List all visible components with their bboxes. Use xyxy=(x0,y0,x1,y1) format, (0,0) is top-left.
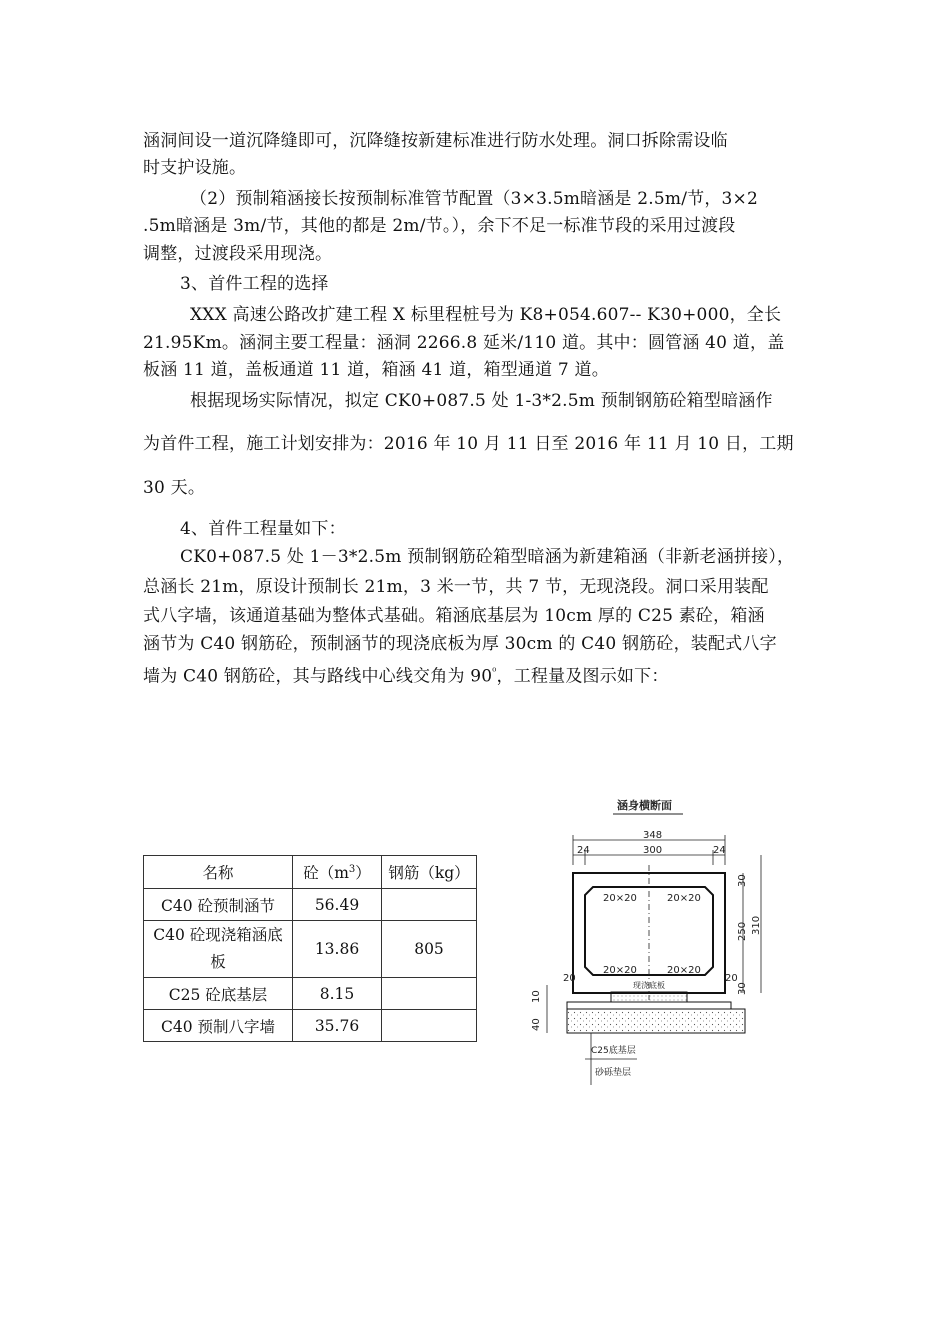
cell-name: C25 砼底基层 xyxy=(144,978,293,1010)
chamfer-label-bl: 20×20 xyxy=(603,965,637,976)
table-row xyxy=(144,921,477,978)
dim-20-right-label: 20 xyxy=(725,973,738,984)
dim-top-label: 30 xyxy=(737,874,748,887)
paragraph-line: 涵节为 C40 钢筋砼，预制涵节的现浇底板为厚 30cm 的 C40 钢筋砼，装配式八字 xyxy=(143,634,777,654)
header-concrete-text: 砼（m xyxy=(303,864,349,882)
degree-superscript: ⁰ xyxy=(492,667,497,678)
c25-base-layer xyxy=(567,1009,745,1033)
cell-rebar xyxy=(382,889,477,921)
dim-40-label: 40 xyxy=(531,1018,542,1031)
paragraph-line: 时支护设施。 xyxy=(143,158,247,178)
dim-inner-label: 300 xyxy=(643,845,663,856)
chamfer-label-br: 20×20 xyxy=(667,965,701,976)
table-row xyxy=(144,1010,477,1042)
cell-name: C40 砼预制涵节 xyxy=(144,889,293,921)
dim-bottom-label: 30 xyxy=(737,982,748,995)
header-concrete xyxy=(293,856,382,889)
header-name: 名称 xyxy=(144,856,293,889)
chamfer-label-tr: 20×20 xyxy=(667,893,701,904)
paragraph-line: （2）预制箱涵接长按预制标准管节配置（3×3.5m暗涵是 2.5m/节，3×2 xyxy=(190,189,758,209)
section-heading: 4、首件工程量如下： xyxy=(180,519,346,539)
cast-in-place-floor xyxy=(611,992,687,1002)
paragraph-line: 根据现场实际情况，拟定 CK0+087.5 处 1-3*2.5m 预制钢筋砼箱型暗涵作 xyxy=(190,391,773,411)
paragraph-line: 21.95Km。涵洞主要工程量：涵洞 2266.8 延米/110 道。其中：圆管涵 40 道，盖 xyxy=(143,333,785,353)
sand-layer-label: 砂砾垫层 xyxy=(595,1068,632,1078)
cell-name xyxy=(144,921,293,978)
cell-name-text: C40 砼现浇箱涵底板 xyxy=(153,926,283,971)
table-row xyxy=(144,889,477,921)
paragraph-line: 式八字墙，该通道基础为整体式基础。箱涵底基层为 10cm 厚的 C25 素砼，箱涵 xyxy=(143,606,765,626)
cell-rebar xyxy=(382,1010,477,1042)
cell-rebar xyxy=(382,978,477,1010)
paragraph-line: 30 天。 xyxy=(143,478,206,498)
paragraph-text: ，工程量及图示如下： xyxy=(496,666,669,687)
table-row xyxy=(144,978,477,1010)
dim-side-left-label: 24 xyxy=(577,845,590,856)
dim-side-right-label: 24 xyxy=(713,845,726,856)
dim-10-label: 10 xyxy=(531,990,542,1003)
header-rebar: 钢筋（kg） xyxy=(382,856,477,889)
paragraph-text: 墙为 C40 钢筋砼，其与路线中心线交角为 90 xyxy=(143,666,493,687)
cell-rebar: 805 xyxy=(382,921,477,978)
cell-concrete: 13.86 xyxy=(293,921,382,978)
chamfer-label-tl: 20×20 xyxy=(603,893,637,904)
paragraph-line: 总涵长 21m，原设计预制长 21m，3 米一节，共 7 节，无现浇段。洞口采用装配 xyxy=(143,577,769,597)
paragraph-line: 为首件工程，施工计划安排为：2016 年 10 月 11 日至 2016 年 11 月 10 日，工期 xyxy=(143,434,794,454)
paragraph-line: 板涵 11 道，盖板通道 11 道，箱涵 41 道，箱型通道 7 道。 xyxy=(143,360,609,380)
paragraph-line: XXX 高速公路改扩建工程 X 标里程桩号为 K8+054.607-- K30+000，全长 xyxy=(190,305,782,325)
dim-height-inner-label: 250 xyxy=(737,921,748,941)
floor-label: 现浇底板 xyxy=(633,981,665,990)
section-heading: 3、首件工程的选择 xyxy=(180,274,329,294)
cell-concrete: 35.76 xyxy=(293,1010,382,1042)
table-header-row xyxy=(144,856,477,889)
header-unit-superscript: 3 xyxy=(348,863,356,875)
quantity-table xyxy=(143,855,477,1042)
cell-concrete: 8.15 xyxy=(293,978,382,1010)
paragraph-line: 调整，过渡段采用现浇。 xyxy=(143,244,333,264)
paragraph-line: 涵洞间设一道沉降缝即可，沉降缝按新建标准进行防水处理。洞口拆除需设临 xyxy=(143,131,728,151)
cell-name: C40 预制八字墙 xyxy=(144,1010,293,1042)
c25-layer-label: C25底基层 xyxy=(591,1046,636,1056)
foundation-top-layer xyxy=(567,1002,731,1009)
culvert-cross-section-diagram xyxy=(525,795,775,1095)
header-concrete-close: ） xyxy=(355,864,371,882)
dim-height-total-label: 310 xyxy=(751,915,762,935)
diagram-title: 涵身横断面 xyxy=(617,799,672,812)
dim-20-left-label: 20 xyxy=(563,973,576,984)
paragraph-line xyxy=(143,659,813,691)
paragraph-line: CK0+087.5 处 1－3*2.5m 预制钢筋砼箱型暗涵为新建箱涵（非新老涵拼接）， xyxy=(180,547,795,567)
dim-total-label: 348 xyxy=(643,830,663,841)
paragraph-line: .5m暗涵是 3m/节，其他的都是 2m/节。），余下不足一标准节段的采用过渡段 xyxy=(143,216,736,236)
cell-concrete: 56.49 xyxy=(293,889,382,921)
